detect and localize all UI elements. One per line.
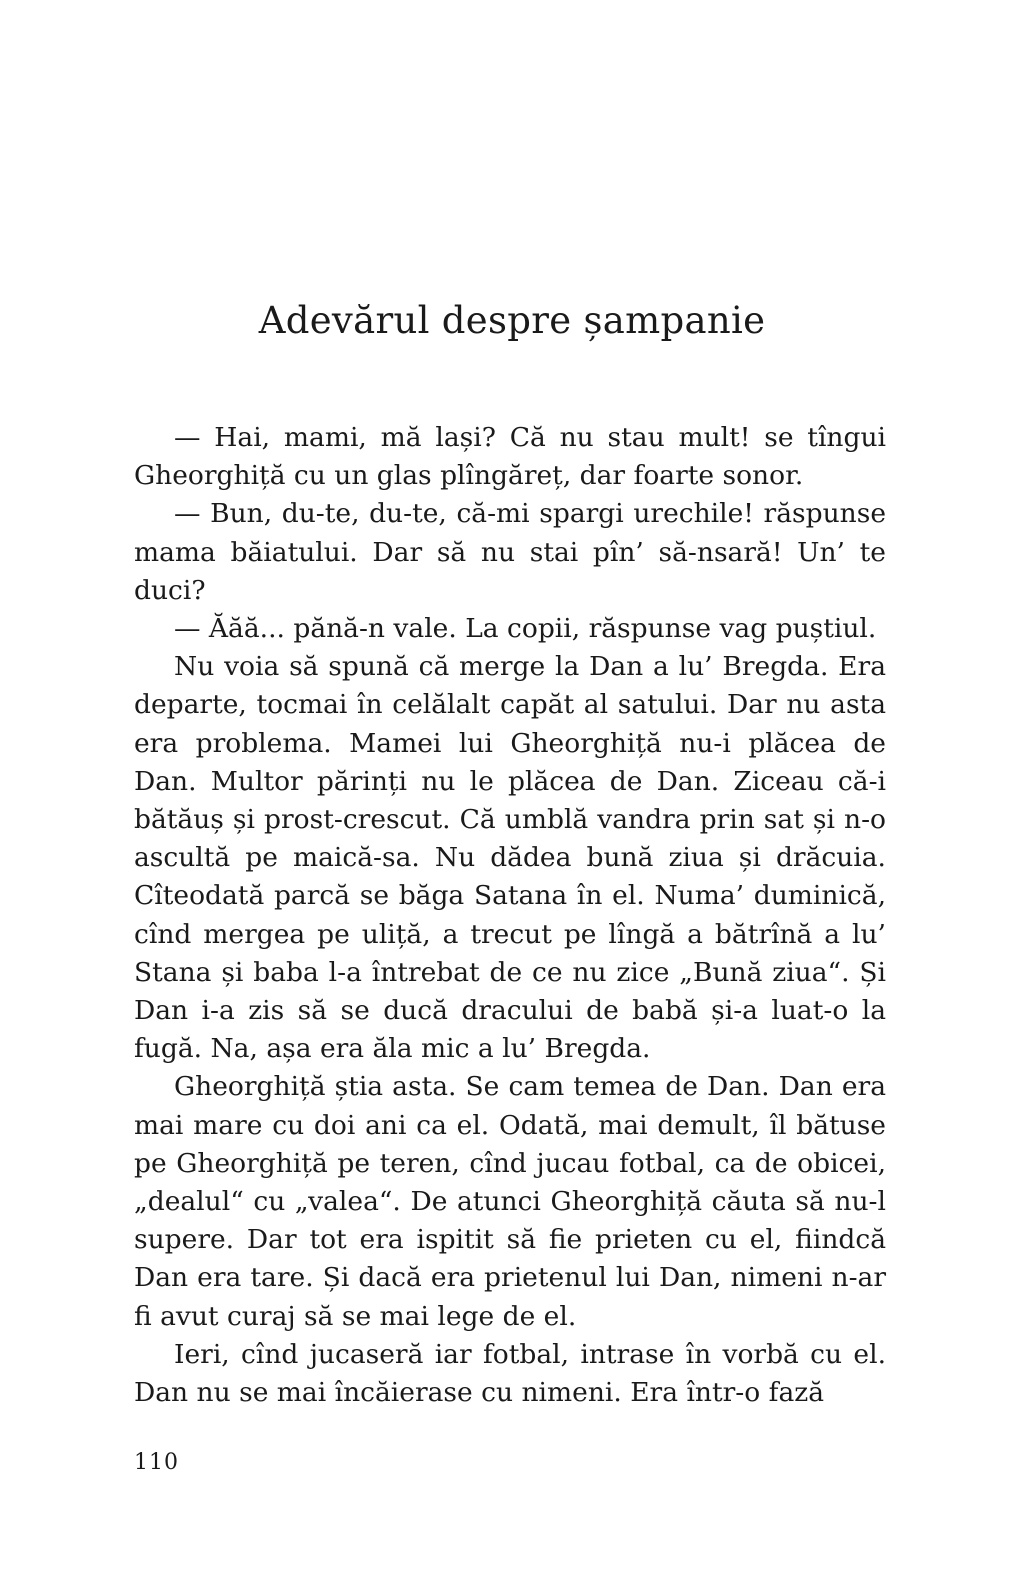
paragraph: — Hai, mami, mă lași? Că nu stau mult! se tîngui Gheorghiță cu un glas plîngăreț, dar foarte sonor. [134,422,886,492]
chapter-title: Adevărul despre șampanie [258,299,766,342]
paragraph: Nu voia să spună că merge la Dan a lu’ Bregda. Era departe, tocmai în celălalt capăt al satului. Dar nu asta era problema. Mamei lui Gheorghiță nu-i plăcea de Dan. Multor părinți nu le plăcea de Dan. Ziceau că-i bătăuș și prost-crescut. Că umblă vandra prin sat și n-o ascultă pe maică-sa. Nu dădea bună ziua și drăcuia. Cîteodată parcă se băga Satana în el. Numa’ duminică, cînd mergea pe uliță, a trecut pe lîngă a bătrînă a lu’ Stana și baba l-a întrebat de ce nu zice „Bună ziua“. Și Dan i-a zis să se ducă dracului de babă și-a luat-o la fugă. Na, așa era ăla mic a lu’ Bregda. [134,651,886,1065]
body-text [134,419,886,1412]
paragraph: — Bun, du-te, du-te, că-mi spargi urechile! răspunse mama băiatului. Dar să nu stai pîn’ să-nsară! Un’ te duci? [134,498,886,606]
page-number: 110 [134,1450,179,1475]
paragraph: Ieri, cînd jucaseră iar fotbal, intrase în vorbă cu el. Dan nu se mai încăierase cu nimeni. Era într-o fază [134,1338,886,1409]
paragraph: Gheorghiță știa asta. Se cam temea de Dan. Dan era mai mare cu doi ani ca el. Odată, mai demult, îl bătuse pe Gheorghiță pe teren, cînd jucau fotbal, ca de obicei, „dealul“ cu „valea“. De atunci Gheorghiță căuta să nu-l supere. Dar tot era ispitit să fie prieten cu el, fiindcă Dan era tare. Și dacă era prietenul lui Dan, nimeni n-ar fi avut curaj să se mai lege de el. [134,1071,886,1332]
paragraph: — Ăăă... pănă-n vale. La copii, răspunse vag puștiul. [174,613,877,645]
